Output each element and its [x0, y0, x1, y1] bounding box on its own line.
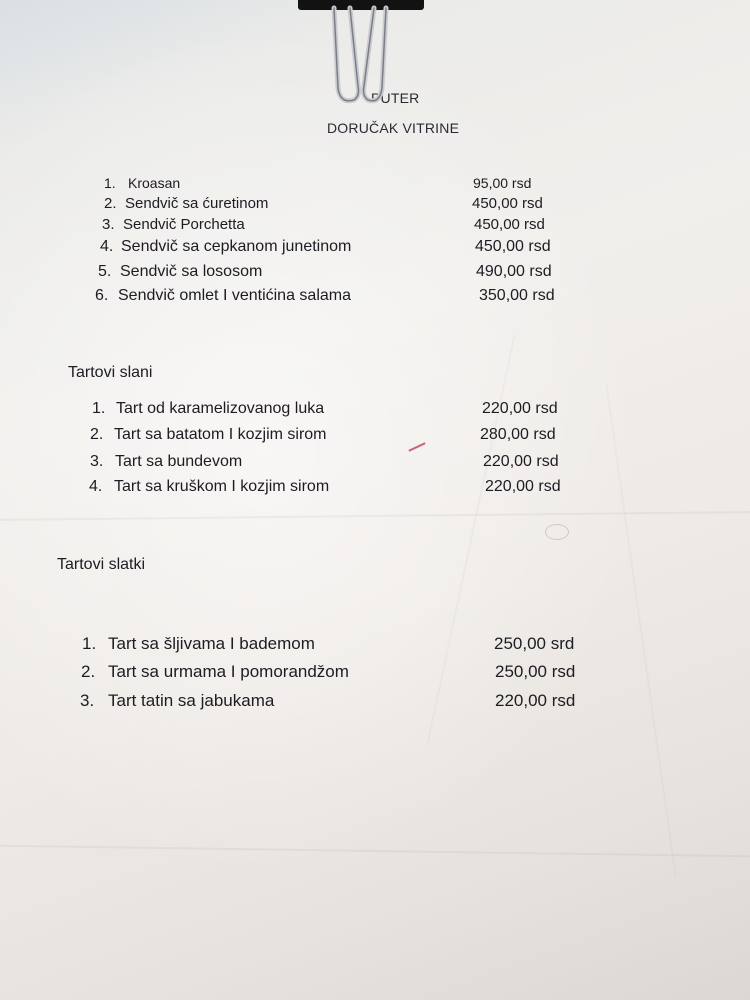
item-name: Tart sa urmama I pomorandžom: [108, 662, 349, 681]
item-price: 250,00 srd: [494, 634, 575, 653]
item-name: Tart sa bundevom: [115, 453, 243, 470]
item-number: 2.: [104, 195, 117, 212]
item-name: Tart sa kruškom I kozjim sirom: [114, 478, 330, 495]
item-name: Sendvič sa cepkanom junetinom: [121, 238, 352, 255]
item-name: Tart sa šljivama I bademom: [108, 634, 315, 653]
item-name: Sendvič Porchetta: [123, 216, 245, 233]
item-name: Kroasan: [128, 175, 181, 191]
item-price: 220,00 rsd: [485, 478, 561, 495]
item-name: Tart sa batatom I kozjim sirom: [114, 426, 327, 443]
paper-fold-line: [0, 511, 750, 521]
item-name: Sendvič sa ćuretinom: [125, 195, 269, 212]
item-number: 4.: [89, 478, 103, 495]
menu-title: PUTER: [371, 90, 420, 106]
item-price: 450,00 rsd: [474, 216, 545, 233]
item-price: 350,00 rsd: [479, 287, 555, 304]
item-price: 490,00 rsd: [476, 263, 552, 280]
paper-wrinkle: [426, 334, 515, 745]
item-number: 2.: [81, 662, 96, 681]
item-price: 220,00 rsd: [483, 453, 559, 470]
item-number: 1.: [104, 175, 116, 191]
menu-subtitle: DORUČAK VITRINE: [327, 120, 460, 136]
item-name: Tart od karamelizovanog luka: [116, 400, 325, 417]
item-number: 1.: [82, 634, 97, 653]
item-price: 220,00 rsd: [495, 691, 576, 710]
item-number: 6.: [95, 287, 109, 304]
item-price: 280,00 rsd: [480, 426, 556, 443]
item-number: 5.: [98, 263, 112, 280]
paper-wrinkle: [605, 382, 677, 877]
item-price: 220,00 rsd: [482, 400, 558, 417]
item-number: 4.: [100, 238, 114, 255]
item-name: Tart tatin sa jabukama: [108, 691, 275, 710]
item-price: 95,00 rsd: [473, 175, 532, 191]
section-title-savory-tarts: Tartovi slani: [68, 364, 153, 381]
paper-smudge: [545, 524, 569, 540]
item-number: 3.: [80, 691, 95, 710]
item-name: Sendvič omlet I ventićina salama: [118, 287, 351, 304]
section-title-sweet-tarts: Tartovi slatki: [57, 556, 146, 573]
item-price: 450,00 rsd: [475, 238, 551, 255]
item-number: 3.: [90, 453, 104, 470]
paper-fold-line: [0, 845, 750, 857]
binder-clip-icon: [298, 0, 426, 126]
item-price: 450,00 rsd: [472, 195, 543, 212]
item-name: Sendvič sa lososom: [120, 263, 263, 280]
item-number: 3.: [102, 216, 115, 233]
item-price: 250,00 rsd: [495, 662, 576, 681]
pen-mark: [408, 442, 425, 451]
item-number: 2.: [90, 426, 104, 443]
item-number: 1.: [92, 400, 106, 417]
